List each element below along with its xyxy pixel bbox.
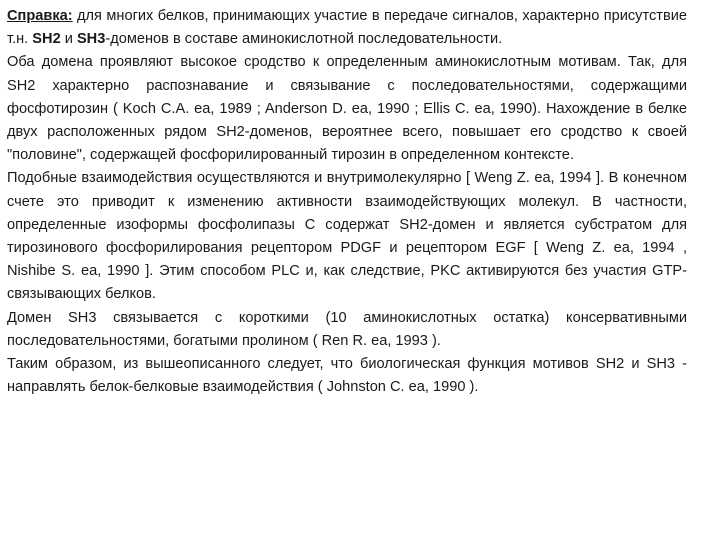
sh3-term: SH3 xyxy=(76,31,106,48)
paragraph-conclusion: Таким образом, из вышеописанного следует, что биологическая функция мотивов SH2 и SH3 - направлять белок-белковые взаимодействия ( Johnston C. ea, 1990 ). xyxy=(7,356,687,396)
paragraph-intramolecular: Подобные взаимодействия осуществляются и внутримолекулярно [ Weng Z. ea, 1994 ]. В конечном счете это приводит к изменению активности взаимодействующих молекул. В частности, определенные изоформы фосфолипазы С содержат SH2-домен и является субстратом для тирозинового фосфорилирования рецептором PDGF и рецептором EGF [ Weng Z. ea, 1994 , Nishibe S. ea, 1990 ]. Этим способом PLC и, как следствие, PKC активируются без участия GTP-связывающих белков. xyxy=(7,170,687,303)
paragraph-sh3-binding: Домен SH3 связывается с короткими (10 аминокислотных остатка) консервативными последовательностями, богатыми пролином ( Ren R. ea, 1993 ). xyxy=(7,309,687,349)
paragraph-intro xyxy=(7,5,687,51)
reference-text-block xyxy=(7,5,687,399)
reference-label: Справка: xyxy=(7,8,73,24)
intro-text-end: -доменов в составе аминокислотной последовательности. xyxy=(105,31,503,48)
intro-text-start: для многих белков, принимающих участие в передаче сигналов, характерно присутствие т.н. xyxy=(7,8,687,48)
sh2-term: SH2 xyxy=(32,31,61,48)
intro-text-conjunction: и xyxy=(60,31,77,48)
paragraph-affinity: Оба домена проявляют высокое сродство к определенным аминокислотным мотивам. Так, для SH2 характерно распознавание и связывание с последовательностями, содержащими фосфотирозин ( Koch C.A. ea, 1989 ; Anderson D. ea, 1990 ; Ellis C. ea, 1990). Нахождение в белке двух расположенных рядом SH2-доменов, вероятнее всего, повышает его сродство к своей "половине", содержащей фосфорилированный тирозин в определенном контексте. xyxy=(7,54,687,164)
